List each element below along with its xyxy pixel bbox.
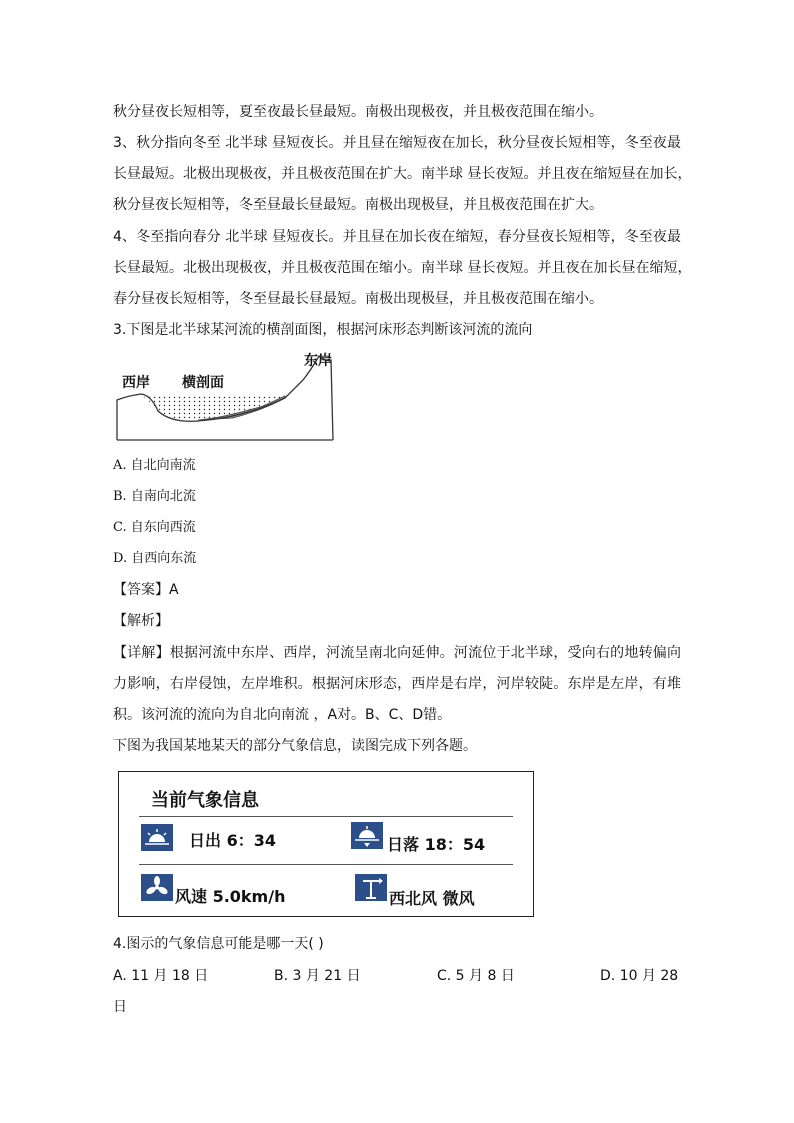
east-bank-label: 东岸: [304, 353, 332, 369]
wind-vane-icon: [355, 874, 387, 901]
paragraph-line: 长昼最短。北极出现极夜，并且极夜范围在扩大。南半球 昼长夜短。并且夜在缩短昼在加长，: [113, 166, 692, 182]
option-b: B. 3 月 21 日: [274, 968, 361, 984]
option-d-wrap: 日: [113, 999, 127, 1015]
option-b: [113, 487, 196, 507]
question-3-stem: 3.下图是北半球某河流的横剖面图，根据河床形态判断该河流的流向: [113, 322, 533, 338]
paragraph-line: 长昼最短。北极出现极夜，并且极夜范围在缩小。南半球 昼长夜短。并且夜在加长昼在缩短，: [113, 260, 692, 276]
option-letter: A.: [113, 458, 127, 473]
option-d: [113, 549, 196, 569]
weather-intro: 下图为我国某地某天的部分气象信息，读图完成下列各题。: [113, 738, 477, 754]
sunrise-text: 日出 6：34: [189, 831, 276, 850]
option-letter: C.: [113, 520, 127, 535]
wind-direction-text: 西北风 微风: [389, 889, 475, 908]
option-text: 自南向北流: [130, 489, 196, 504]
option-text: 自北向南流: [130, 458, 196, 473]
west-bank-label: 西岸: [122, 375, 150, 391]
analysis-heading: 【解析】: [113, 613, 169, 629]
answer-line: 【答案】A: [113, 582, 179, 598]
paragraph-line: 4、冬至指向春分 北半球 昼短夜长。并且昼在加长夜在缩短，春分昼夜长短相等，冬至夜最: [113, 229, 681, 245]
section-label: 横剖面: [182, 375, 224, 391]
weather-title: 当前气象信息: [151, 790, 259, 811]
option-letter: B.: [113, 489, 127, 504]
paragraph-line: 3、秋分指向冬至 北半球 昼短夜长。并且昼在缩短夜在加长，秋分昼夜长短相等，冬至夜最: [113, 135, 681, 151]
option-d: D. 10 月 28: [600, 968, 679, 984]
wind-speed-text: 风速 5.0km/h: [175, 887, 286, 906]
paragraph-line: 春分昼夜长短相等，冬至昼最长昼最短。南极出现极昼，并且极夜范围在缩小。: [113, 291, 603, 307]
river-cross-section-figure: [113, 348, 339, 444]
option-text: 自西向东流: [131, 551, 197, 566]
option-c: [113, 518, 196, 538]
divider: [139, 816, 513, 817]
fan-icon: [141, 874, 173, 901]
detail-line: 积。该河流的流向为自北向南流 ，A对。B、C、D错。: [113, 707, 452, 723]
paragraph-line: 秋分昼夜长短相等，冬至昼最长昼最短。南极出现极昼，并且极夜范围在扩大。: [113, 197, 603, 213]
option-a: A. 11 月 18 日: [113, 968, 209, 984]
sunrise-icon: [141, 824, 173, 851]
detail-line: 【详解】根据河流中东岸、西岸，河流呈南北向延伸。河流位于北半球，受向右的地转偏向: [113, 645, 681, 661]
paragraph-line: 秋分昼夜长短相等，夏至夜最长昼最短。南极出现极夜，并且极夜范围在缩小。: [113, 104, 603, 120]
question-4-stem: 4.图示的气象信息可能是哪一天( ): [113, 936, 324, 952]
weather-info-panel: [118, 771, 534, 917]
option-text: 自东向西流: [130, 520, 196, 535]
option-c: C. 5 月 8 日: [437, 968, 515, 984]
sunset-text: 日落 18：54: [387, 835, 486, 854]
option-letter: D.: [113, 551, 128, 566]
sunset-icon: [351, 822, 383, 849]
divider: [139, 864, 513, 865]
option-a: [113, 456, 196, 476]
detail-line: 力影响，右岸侵蚀，左岸堆积。根据河床形态，西岸是右岸，河岸较陡。东岸是左岸，有堆: [113, 676, 681, 692]
